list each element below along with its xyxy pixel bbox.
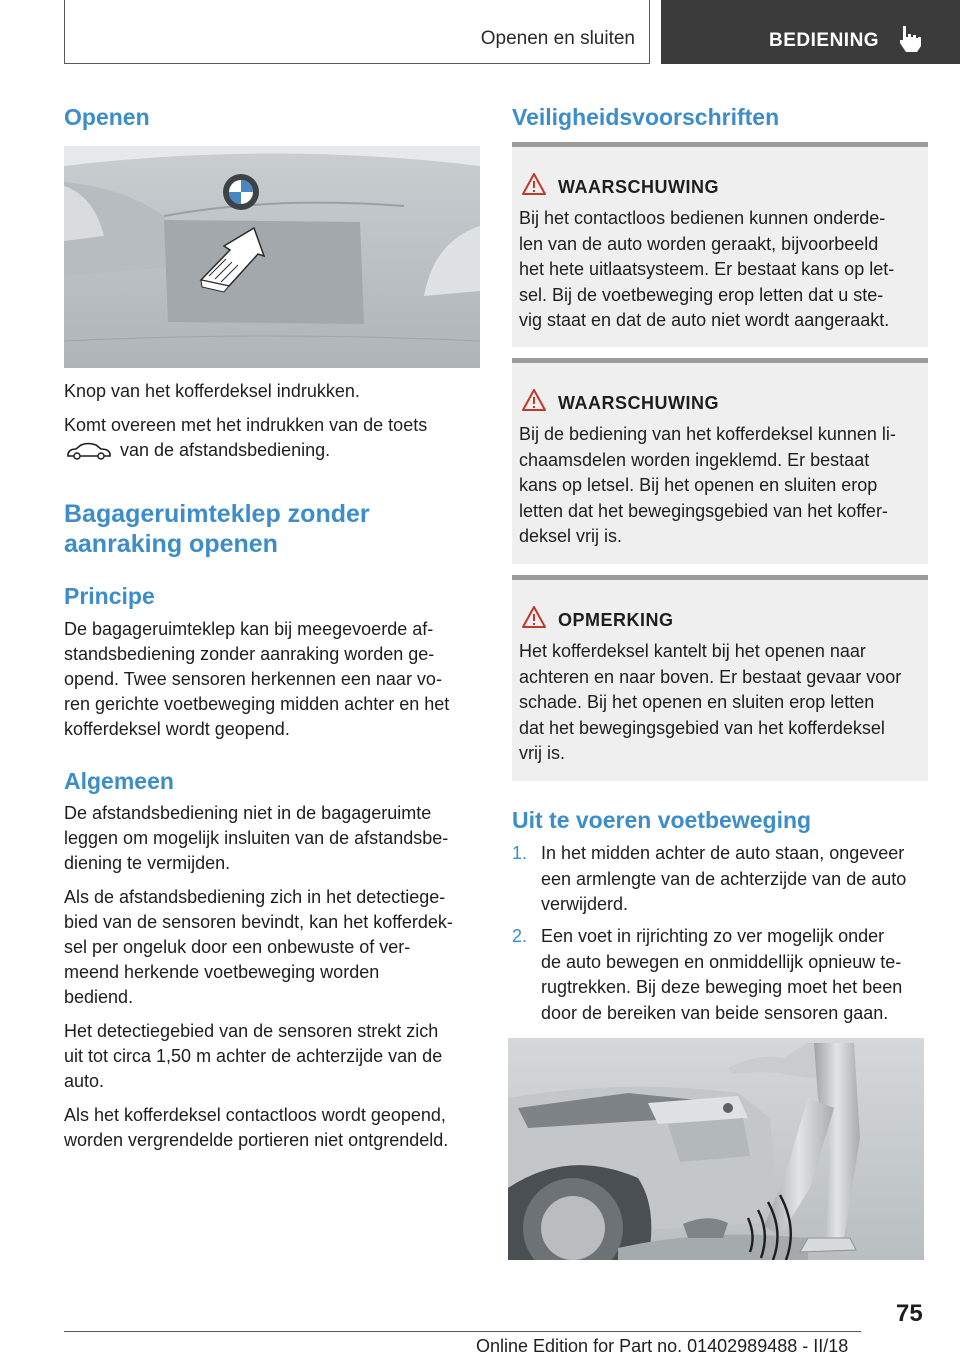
step-2-number: 2. — [512, 926, 528, 946]
car-key-icon — [66, 441, 112, 461]
alg1-line-1: De afstandsbediening niet in de bagageruimte — [64, 803, 432, 823]
notice-line-3: schade. Bij het openen en sluiten erop letten — [519, 692, 875, 712]
step-2-line-4: door de bereiken van beide sensoren gaan. — [541, 1002, 889, 1023]
main-heading-line-2: aanraking openen — [64, 530, 278, 558]
notice-line-4: dat het bewegingsgebied van het kofferdeksel — [519, 717, 885, 738]
warning-1-line-4: sel. Bij de voetbeweging erop letten dat u ste- — [519, 284, 884, 305]
alg3-line-1: Het detectiegebied van de sensoren strekt zich — [64, 1021, 439, 1041]
warning-box-1 — [512, 142, 928, 347]
voetbeweging-heading: Uit te voeren voetbeweging — [512, 807, 812, 833]
warning-2-title: WAARSCHUWING — [558, 393, 719, 413]
warning-1-line-2: len van de auto worden geraakt, bijvoorbeeld — [519, 233, 879, 254]
warning-2-line-5: deksel vrij is. — [519, 526, 623, 546]
notice-title: OPMERKING — [558, 610, 674, 630]
alg2-line-2: bied van de sensoren bevindt, kan het kofferdek- — [64, 912, 453, 932]
openen-heading: Openen — [64, 104, 150, 130]
alg1-line-2: leggen om mogelijk insluiten van de afstandsbe- — [64, 828, 449, 848]
principe-line-4: ren gerichte voetbeweging midden achter en het — [64, 694, 450, 714]
principe-heading: Principe — [64, 583, 155, 609]
notice-line-1: Het kofferdeksel kantelt bij het openen naar — [519, 641, 866, 661]
header-chapter-box — [661, 0, 960, 64]
warning-1-title: WAARSCHUWING — [558, 177, 719, 197]
openen-text-2a: Komt overeen met het indrukken van de toets — [64, 415, 428, 435]
algemeen-heading: Algemeen — [64, 768, 174, 794]
step-1-line-1: In het midden achter de auto staan, ongeveer — [541, 843, 905, 863]
footer-divider — [64, 1331, 861, 1332]
warning-triangle-icon — [522, 606, 546, 628]
warning-box-2 — [512, 358, 928, 564]
main-heading-line-1: Bagageruimteklep zonder — [64, 500, 370, 528]
footer-edition: Online Edition for Part no. 01402989488 - II/18 — [476, 1336, 849, 1356]
step-2-line-3: rugtrekken. Bij deze beweging moet het been — [541, 977, 903, 997]
warning-2-line-4: letten dat het bewegingsgebied van het koffer- — [519, 500, 888, 521]
header-section-box — [64, 0, 650, 64]
principe-line-5: kofferdeksel wordt geopend. — [64, 719, 290, 739]
header-section-title: Openen en sluiten — [480, 28, 635, 49]
alg2-line-3: sel per ongeluk door een onbewuste of ver- — [64, 937, 411, 957]
alg4-line-1: Als het kofferdeksel contactloos wordt geopend, — [64, 1105, 446, 1125]
warning-2-line-3: kans op letsel. Bij het openen en sluiten erop — [519, 475, 878, 495]
warning-1-line-1: Bij het contactloos bedienen kunnen onderde- — [519, 208, 886, 228]
warning-2-line-2: chaamsdelen worden ingeklemd. Er bestaat — [519, 449, 870, 470]
alg3-line-3: auto. — [64, 1071, 105, 1091]
trunk-button-illustration — [64, 146, 480, 368]
step-2-line-1: Een voet in rijrichting zo ver mogelijk onder — [541, 926, 885, 946]
step-1-number: 1. — [512, 843, 528, 863]
header-chapter-title: BEDIENING — [769, 30, 880, 51]
warning-1-line-5: vig staat en dat de auto niet wordt aangeraakt. — [519, 310, 890, 330]
alg1-line-3: diening te vermijden. — [64, 853, 231, 873]
principe-line-1: De bagageruimteklep kan bij meegevoerde af- — [64, 619, 434, 639]
veiligheid-heading: Veiligheidsvoorschriften — [512, 104, 780, 130]
foot-gesture-illustration — [508, 1038, 924, 1260]
warning-triangle-icon — [522, 173, 546, 195]
alg2-line-1: Als de afstandsbediening zich in het detectiege- — [64, 887, 446, 907]
step-2-line-2: de auto bewegen en onmiddellijk opnieuw te- — [541, 951, 902, 972]
pointing-hand-icon — [897, 24, 923, 54]
step-1-line-2: een armlengte van de achterzijde van de auto — [541, 868, 907, 889]
principe-line-2: standsbediening zonder aanraking worden ge- — [64, 644, 435, 664]
warning-1-line-3: het hete uitlaatsysteem. Er bestaat kans op let- — [519, 259, 895, 279]
alg2-line-5: bediend. — [64, 987, 134, 1007]
openen-text-2b: van de afstandsbediening. — [120, 440, 331, 460]
notice-box — [512, 575, 928, 781]
step-1-line-3: verwijderd. — [541, 894, 629, 914]
notice-line-2: achteren en naar boven. Er bestaat gevaar voor — [519, 666, 902, 687]
principe-line-3: opend. Twee sensoren herkennen een naar vo- — [64, 669, 442, 689]
alg2-line-4: meend herkende voetbeweging worden — [64, 962, 380, 982]
alg4-line-2: worden vergrendelde portieren niet ontgrendeld. — [64, 1130, 449, 1150]
openen-text-1: Knop van het kofferdeksel indrukken. — [64, 381, 360, 401]
warning-triangle-icon — [522, 389, 546, 411]
alg3-line-2: uit tot circa 1,50 m achter de achterzijde van de — [64, 1046, 443, 1066]
page-number: 75 — [896, 1300, 923, 1327]
warning-2-line-1: Bij de bediening van het kofferdeksel kunnen li- — [519, 424, 896, 444]
notice-line-5: vrij is. — [519, 743, 565, 763]
